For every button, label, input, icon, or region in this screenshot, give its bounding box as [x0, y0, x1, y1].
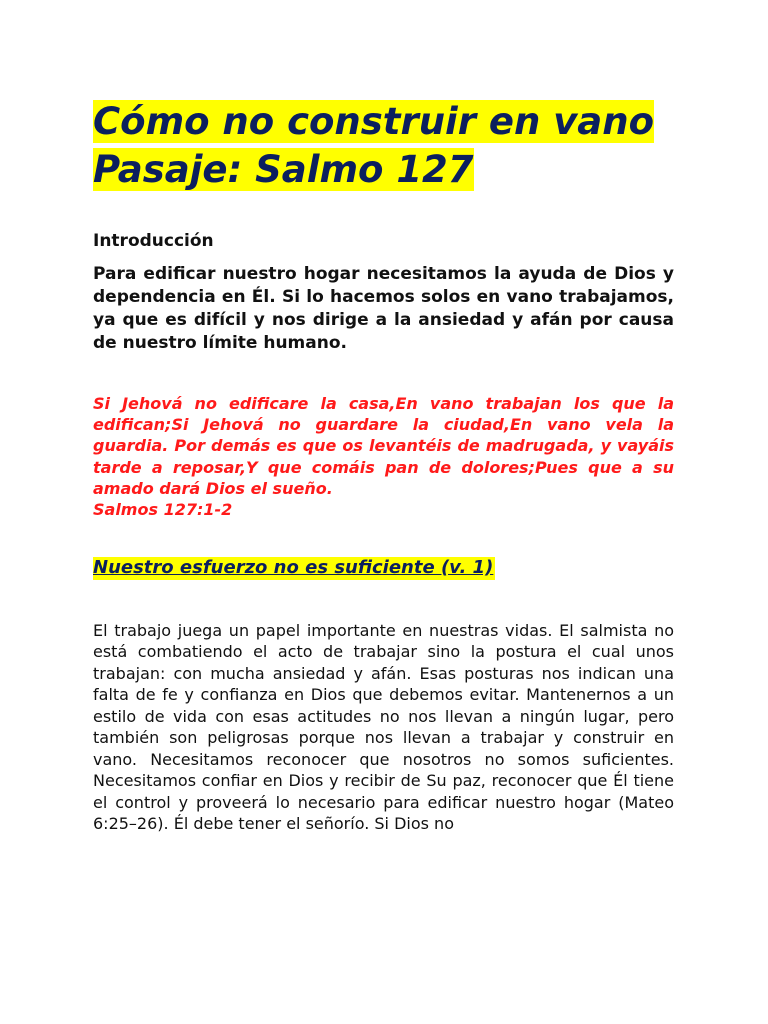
title-block [93, 100, 674, 193]
section-heading [93, 557, 674, 578]
verse-text: Si Jehová no edificare la casa,En vano trabajan los que la edifican;Si Jehová no guardare la ciudad,En vano vela la guardia. Por demás es que os levantéis de madrugada, y vayáis tarde a reposar,Y que comáis pan de dolores;Pues que a su amado dará Dios el sueño. [93, 393, 674, 498]
verse-reference: Salmos 127:1-2 [93, 500, 233, 520]
passage-title [93, 148, 674, 192]
intro-heading: Introducción [93, 230, 214, 251]
document-title [93, 100, 674, 144]
intro-paragraph: Para edificar nuestro hogar necesitamos la ayuda de Dios y dependencia en Él. Si lo hacemos solos en vano trabajamos, ya que es difícil y nos dirige a la ansiedad y afán por causa de nuestro límite humano. [93, 263, 674, 353]
passage-title-text: Pasaje: Salmo 127 [93, 148, 474, 192]
document-title-text: Cómo no construir en vano [93, 100, 655, 143]
section-heading-text: Nuestro esfuerzo no es suficiente (v. 1) [93, 556, 494, 578]
bible-verse [93, 393, 674, 521]
section-paragraph: El trabajo juega un papel importante en nuestras vidas. El salmista no está combatiendo el acto de trabajar sino la postura el cual unos trabajan: con mucha ansiedad y afán. Esas posturas nos indican una falta de fe y confianza en Dios que debemos evitar. Mantenernos a un estilo de vida con esas actitudes no nos llevan a ningún lugar, pero también son peligrosas porque nos llevan a trabajar y construir en vano. Necesitamos reconocer que nosotros no somos suficientes. Necesitamos confiar en Dios y recibir de Su paz, reconocer que Él tiene el control y proveerá lo necesario para edificar nuestro hogar (Mateo 6:25–26). Él debe tener el señorío. Si Dios no [93, 620, 674, 834]
